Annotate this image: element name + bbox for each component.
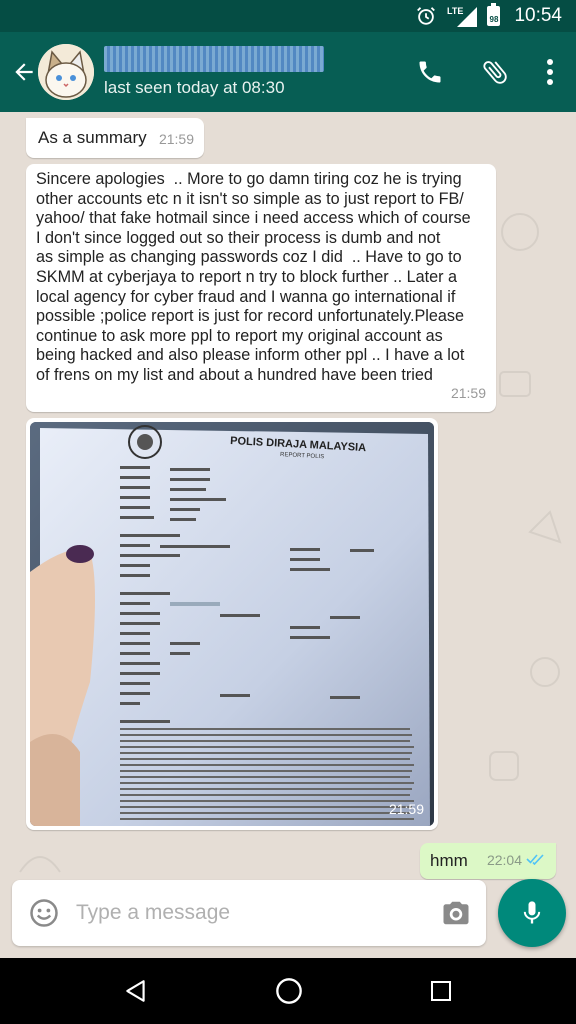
emoji-button[interactable]: [12, 898, 76, 928]
voice-record-button[interactable]: [498, 879, 566, 947]
message-bubble-incoming[interactable]: [26, 164, 496, 412]
camera-icon: [441, 898, 471, 928]
avatar[interactable]: [38, 44, 94, 100]
nav-home-icon: [275, 977, 303, 1005]
call-button[interactable]: [416, 58, 444, 86]
mic-icon: [518, 899, 546, 927]
status-time: 10:54: [514, 5, 562, 26]
contact-name-redacted: [104, 46, 324, 72]
attach-button[interactable]: [480, 57, 510, 87]
message-time: 21:59: [158, 131, 194, 148]
last-seen-status: last seen today at 08:30: [104, 78, 285, 97]
message-time: 22:04: [486, 852, 522, 869]
status-bar: [0, 0, 576, 32]
attach-icon: [480, 57, 510, 87]
system-nav-bar: [0, 958, 576, 1024]
nav-home-button[interactable]: [275, 977, 303, 1005]
back-button[interactable]: [6, 32, 42, 112]
contact-info[interactable]: [104, 46, 324, 98]
nav-back-button[interactable]: [123, 978, 149, 1004]
police-report-photo[interactable]: [30, 422, 434, 826]
double-check-icon: [526, 850, 546, 870]
message-text: hmm: [430, 851, 468, 870]
lte-signal-icon: [447, 5, 477, 27]
phone-icon: [416, 58, 444, 86]
message-time: 21:59: [450, 385, 486, 402]
more-options-button[interactable]: [546, 58, 554, 86]
battery-level: 98: [489, 15, 499, 24]
chat-area[interactable]: [0, 112, 576, 958]
report-title: POLIS DIRAJA MALAYSIA: [229, 435, 367, 455]
cat-avatar-icon: [38, 44, 94, 100]
battery-icon: [487, 6, 500, 26]
message-bubble-outgoing[interactable]: [420, 843, 556, 879]
image-message-bubble[interactable]: [26, 418, 438, 830]
nav-recents-icon: [429, 979, 453, 1003]
back-arrow-icon: [11, 59, 37, 85]
more-vert-icon: [546, 58, 554, 86]
chat-header: [0, 32, 576, 112]
alarm-icon: [415, 5, 437, 27]
network-label: LTE: [447, 6, 464, 16]
message-bubble-incoming[interactable]: [26, 118, 204, 158]
emoji-icon: [29, 898, 59, 928]
message-composer: [12, 880, 486, 946]
police-report-image: [30, 422, 434, 826]
message-text: Sincere apologies .. More to go damn tiring coz he is trying other accounts etc n it isn't so simple as to just report to FB/ yahoo/ that fake hotmail since i need access which of course I don't since logged out so their process is dumb and not as simple as changing passwords coz I did .. Have to go to SKMM at cyberjaya to report n try to block further .. Later a local agency for cyber fraud and I wanna go international if possible ;police report is just for record unfortunately.Please continue to ask more ppl to report my original account as being hacked and also please inform other ppl .. I have a lot of frens on my list and about a hundred have been tried: [36, 170, 471, 384]
message-time: 21:59: [388, 801, 424, 818]
message-text: As a summary: [38, 128, 147, 147]
message-input[interactable]: [76, 901, 426, 925]
camera-button[interactable]: [426, 898, 486, 928]
report-subtitle: REPORT POLIS: [279, 452, 325, 461]
nav-recents-button[interactable]: [429, 979, 453, 1003]
nav-back-icon: [123, 978, 149, 1004]
